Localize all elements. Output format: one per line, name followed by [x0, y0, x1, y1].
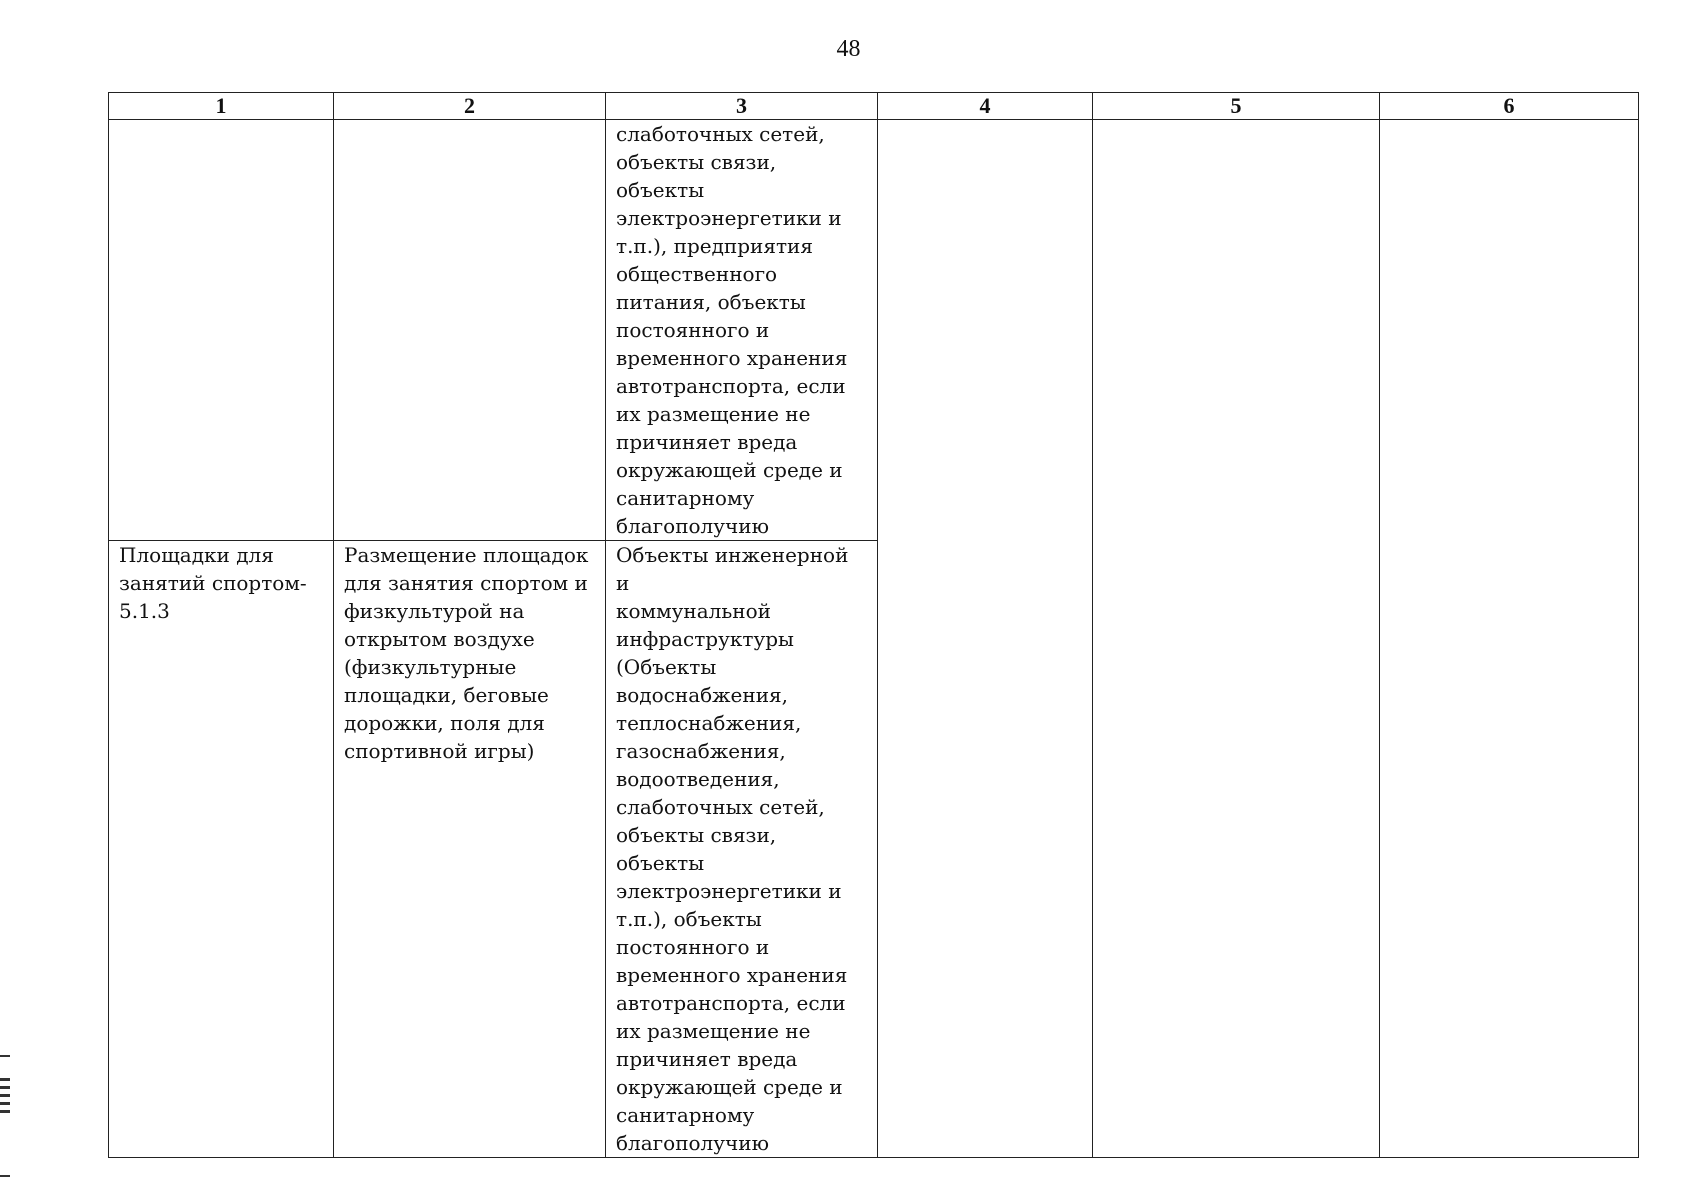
row2-col3-text: Объекты инженерной и коммунальной инфраструктуры (Объекты водоснабжения, теплоснабжения, газоснабжения, водоотведения, слаботочных сетей, объекты связи, объекты электроэнергетики и т.п.), объекты постоянного и временного хранения автотранспорта, если их размещение не причиняет вреда окружающей среде и санитарному благополучию [616, 543, 849, 1155]
column-header-2: 2 [334, 93, 606, 120]
col4-merged-cell [878, 120, 1093, 1158]
row2-col1-cell [109, 541, 334, 1158]
scan-artifact [0, 1175, 10, 1177]
scan-artifact [0, 1094, 10, 1097]
column-header-6: 6 [1380, 93, 1639, 120]
column-header-3: 3 [606, 93, 878, 120]
row2-col1-text: Площадки для занятий спортом- 5.1.3 [119, 543, 307, 623]
page-number: 48 [836, 36, 861, 62]
row1-col3-text: слаботочных сетей, объекты связи, объекты электроэнергетики и т.п.), предприятия общественного питания, объекты постоянного и временного хранения автотранспорта, если их размещение не причиняет вреда окружающей среде и санитарному благополучию [616, 122, 848, 538]
column-header-1: 1 [109, 93, 334, 120]
row2-col2-cell [334, 541, 606, 1158]
scan-artifact [0, 1102, 10, 1105]
row2-col3-cell [606, 541, 878, 1158]
scan-artifact [0, 1110, 10, 1113]
scan-artifact [0, 1055, 10, 1057]
row1-col1-cell [109, 120, 334, 541]
column-header-4: 4 [878, 93, 1093, 120]
table-header-row [109, 93, 1639, 120]
column-header-5: 5 [1093, 93, 1380, 120]
document-table [108, 92, 1639, 1158]
row1-col3-cell [606, 120, 878, 541]
col5-merged-cell [1093, 120, 1380, 1158]
row1-col2-cell [334, 120, 606, 541]
row2-col2-text: Размещение площадок для занятия спортом и физкультурой на открытом воздухе (физкультурные площадки, беговые дорожки, поля для спортивной игры) [344, 543, 589, 763]
scan-artifact [0, 1086, 10, 1089]
scan-artifact [0, 1078, 10, 1081]
table-row [109, 120, 1639, 541]
col6-merged-cell [1380, 120, 1639, 1158]
